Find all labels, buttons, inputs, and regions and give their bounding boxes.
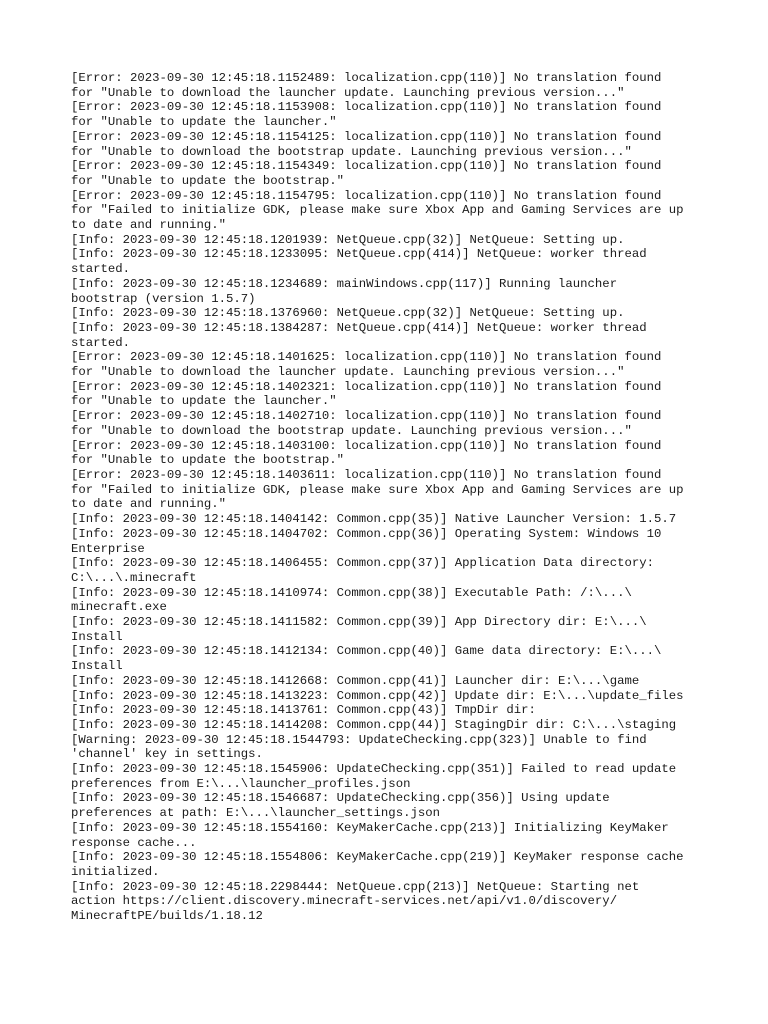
log-text: [Error: 2023-09-30 12:45:18.1152489: localization.cpp(110)] No translation found for "Unable to download the launcher update. Launching previous version..." [Error: 2023-09-30 12:45:18.1153908: localization.cpp(110)] No translation found for "Unable to update the launcher." [Error: 2023-09-30 12:45:18.1154125: localization.cpp(110)] No translation found for "Unable to download the bootstrap update. Launching previous version..." [Error: 2023-09-30 12:45:18.1154349: localization.cpp(110)] No translation found for "Unable to update the bootstrap." [Error: 2023-09-30 12:45:18.1154795: localization.cpp(110)] No translation found for "Failed to initialize GDK, please make sure Xbox App and Gaming Services are up to date and running." [Info: 2023-09-30 12:45:18.1201939: NetQueue.cpp(32)] NetQueue: Setting up. [Info: 2023-09-30 12:45:18.1233095: NetQueue.cpp(414)] NetQueue: worker thread started. [Info: 2023-09-30 12:45:18.1234689: mainWindows.cpp(117)] Running launcher bootstrap (version 1.5.7) [Info: 2023-09-30 12:45:18.1376960: NetQueue.cpp(32)] NetQueue: Setting up. [Info: 2023-09-30 12:45:18.1384287: NetQueue.cpp(414)] NetQueue: worker thread started. [Error: 2023-09-30 12:45:18.1401625: localization.cpp(110)] No translation found for "Unable to download the launcher update. Launching previous version..." [Error: 2023-09-30 12:45:18.1402321: localization.cpp(110)] No translation found for "Unable to update the launcher." [Error: 2023-09-30 12:45:18.1402710: localization.cpp(110)] No translation found for "Unable to download the bootstrap update. Launching previous version..." [Error: 2023-09-30 12:45:18.1403100: localization.cpp(110)] No translation found for "Unable to update the bootstrap." [Error: 2023-09-30 12:45:18.1403611: localization.cpp(110)] No translation found for "Failed to initialize GDK, please make sure Xbox App and Gaming Services are up to date and running." [Info: 2023-09-30 12:45:18.1404142: Common.cpp(35)] Native Launcher Version: 1.5.7 [Info: 2023-09-30 12:45:18.1404702: Common.cpp(36)] Operating System: Windows 10 Enterprise [Info: 2023-09-30 12:45:18.1406455: Common.cpp(37)] Application Data directory: C:\...\.minecraft [Info: 2023-09-30 12:45:18.1410974: Common.cpp(38)] Executable Path: /:\...\ minecraft.exe [Info: 2023-09-30 12:45:18.1411582: Common.cpp(39)] App Directory dir: E:\...\ Install [Info: 2023-09-30 12:45:18.1412134: Common.cpp(40)] Game data directory: E:\...\ Install [Info: 2023-09-30 12:45:18.1412668: Common.cpp(41)] Launcher dir: E:\...\game [Info: 2023-09-30 12:45:18.1413223: Common.cpp(42)] Update dir: E:\...\update_files [Info: 2023-09-30 12:45:18.1413761: Common.cpp(43)] TmpDir dir: [Info: 2023-09-30 12:45:18.1414208: Common.cpp(44)] StagingDir dir: C:\...\staging [Warning: 2023-09-30 12:45:18.1544793: UpdateChecking.cpp(323)] Unable to find 'channel' key in settings. [Info: 2023-09-30 12:45:18.1545906: UpdateChecking.cpp(351)] Failed to read update preferences from E:\...\launcher_profiles.json [Info: 2023-09-30 12:45:18.1546687: UpdateChecking.cpp(356)] Using update preferences at path: E:\...\launcher_settings.json [Info: 2023-09-30 12:45:18.1554160: KeyMakerCache.cpp(213)] Initializing KeyMaker response cache... [Info: 2023-09-30 12:45:18.1554806: KeyMakerCache.cpp(219)] KeyMaker response cache initialized. [Info: 2023-09-30 12:45:18.2298444: NetQueue.cpp(213)] NetQueue: Starting net action https://client.discovery.minecraft-services.net/api/v1.0/discovery/ MinecraftPE/builds/1.18.12 (71, 71, 684, 924)
document-page (71, 71, 711, 924)
